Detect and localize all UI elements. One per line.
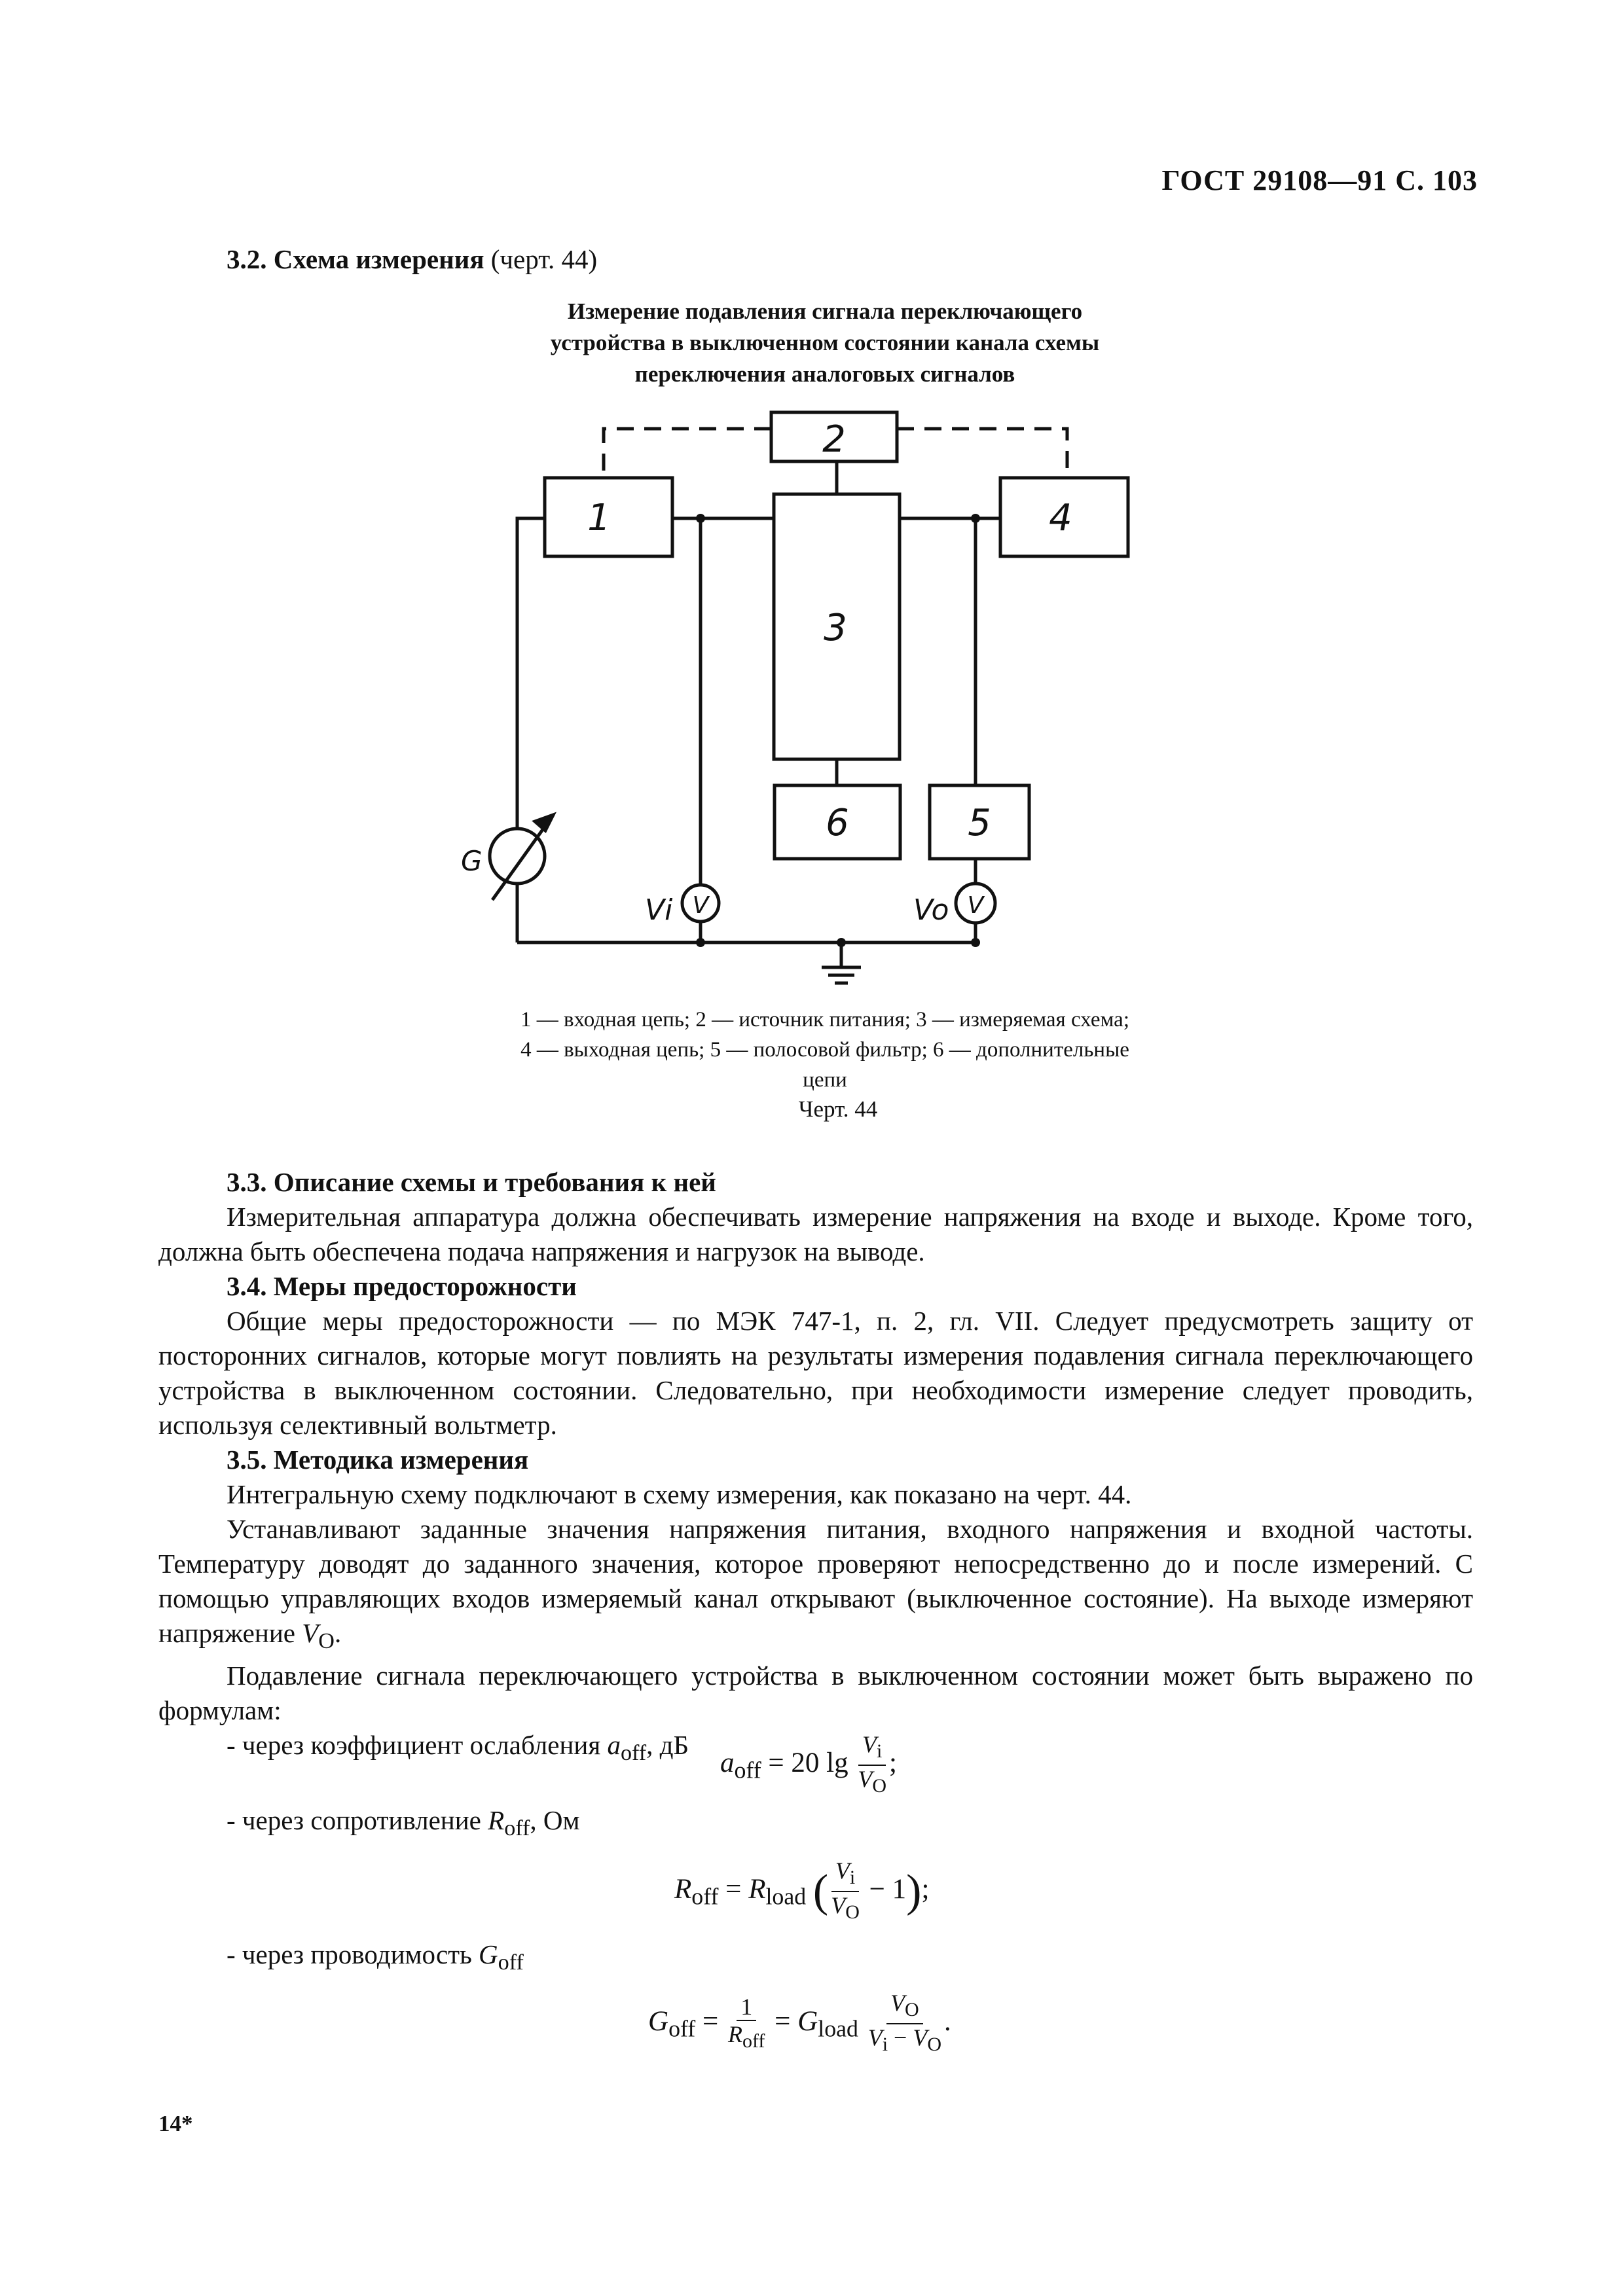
body-text-3 (158, 1937, 1473, 1980)
generator-label: G (461, 845, 483, 877)
formula-conductance: $G_{off}$ = $\frac{1}{R_{off}}$ = $G_{load}$ $\frac{V_O}{V_i - V_O}$ . (648, 1990, 951, 2056)
junction-dot (696, 514, 705, 523)
body-text-2 (158, 1803, 1473, 1846)
formula-intro-conductance: - через проводимость $G_{off}$ (227, 1939, 524, 1975)
formula-intro-attenuation: - через коэффициент ослабления $a_{off}$, дБ (227, 1730, 689, 1766)
block-6-label: 6 (826, 802, 849, 844)
wire-gen-to-1 (517, 518, 545, 828)
caption-line: 4 — выходная цепь; 5 — полосовой фильтр; 6 — дополнительные (520, 1038, 1129, 1062)
figure-title-line: переключения аналоговых сигналов (634, 361, 1015, 387)
caption-line: 1 — входная цепь; 2 — источник питания; 3 — измеряемая схема; (520, 1008, 1129, 1031)
formula-intro-resistance: - через сопротивление $R_{off}$, Ом (227, 1805, 580, 1841)
figure-number: Черт. 44 (798, 1096, 878, 1122)
section-3-4-text: Общие меры предосторожности — по МЭК 747-1, п. 2, гл. VII. Следует предусмотреть защиту от посторонних сигналов, которые могут повлиять на результаты измерения подавления сигнала переключающего устройства в выключенном состоянии. Следовательно, при необходимости измерение следует проводить, используя селективный вольтметр. (158, 1306, 1473, 1440)
dashed-line-2-to-1 (604, 429, 771, 478)
section-3-5-heading: 3.5. Методика измерения (227, 1444, 529, 1475)
block-1-label: 1 (587, 497, 611, 539)
junction-dot (971, 938, 980, 947)
dashed-line-2-to-4 (897, 429, 1067, 478)
junction-dot (696, 938, 705, 947)
caption-line: цепи (803, 1068, 847, 1092)
page-footer-mark: 14* (158, 2111, 193, 2136)
voltmeter-vi-symbol: V (692, 892, 709, 919)
vo-label: Vo (913, 893, 949, 927)
formula-resistance: $R_{off} = R_{load}$ ( $\frac{V_i}{V_O}$ − 1); (674, 1857, 930, 1924)
junction-dot (837, 938, 846, 947)
ground-icon (822, 967, 861, 983)
vi-label: Vi (645, 893, 673, 927)
generator-icon (490, 815, 553, 900)
figure-caption (432, 1005, 1218, 1095)
section-3-5-paragraph-1: Интегральную схему подключают в схему измерения, как показано на черт. 44. (227, 1479, 1132, 1509)
formula-attenuation: $a_{off} = 20$ lg $\frac{V_i}{V_O}$ ; (720, 1731, 897, 1797)
section-3-3-text: Измерительная аппаратура должна обеспечивать измерение напряжения на входе и выходе. Кроме того, должна быть обеспечена подача напряжения и нагрузок на выводе. (158, 1202, 1473, 1266)
block-3-label: 3 (824, 607, 847, 649)
section-number: 3.2. (227, 244, 267, 274)
section-3-5-paragraph-2: Устанавливают заданные значения напряжения питания, входного напряжения и входной частоты. Температуру доводят до заданного значения, которое проверяют непосредственно до и после измерений. С помощью управляющих входов измеряемый канал открывают (выключенное состояние). На выходе измеряют напряжение $V_O$. (158, 1514, 1473, 1654)
block-2-label: 2 (822, 418, 846, 461)
section-3-3-heading: 3.3. Описание схемы и требования к ней (227, 1167, 716, 1197)
section-title: Схема измерения (273, 244, 484, 274)
figure-title-line: устройства в выключенном состоянии канала схемы (550, 330, 1100, 355)
block-5-label: 5 (968, 802, 991, 844)
junction-dot (971, 514, 980, 523)
block-4-label: 4 (1049, 497, 1072, 539)
section-3-5-paragraph-3: Подавление сигнала переключающего устройства в выключенном состоянии может быть выражено по формулам: (158, 1660, 1473, 1726)
voltmeter-vo-symbol: V (967, 892, 984, 919)
page-header: ГОСТ 29108—91 С. 103 (1161, 164, 1478, 196)
figure-title-line: Измерение подавления сигнала переключающего (567, 298, 1083, 324)
section-3-4-heading: 3.4. Меры предосторожности (227, 1271, 577, 1301)
body-text (158, 1165, 1473, 1770)
figure-reference: (черт. 44) (490, 244, 598, 274)
